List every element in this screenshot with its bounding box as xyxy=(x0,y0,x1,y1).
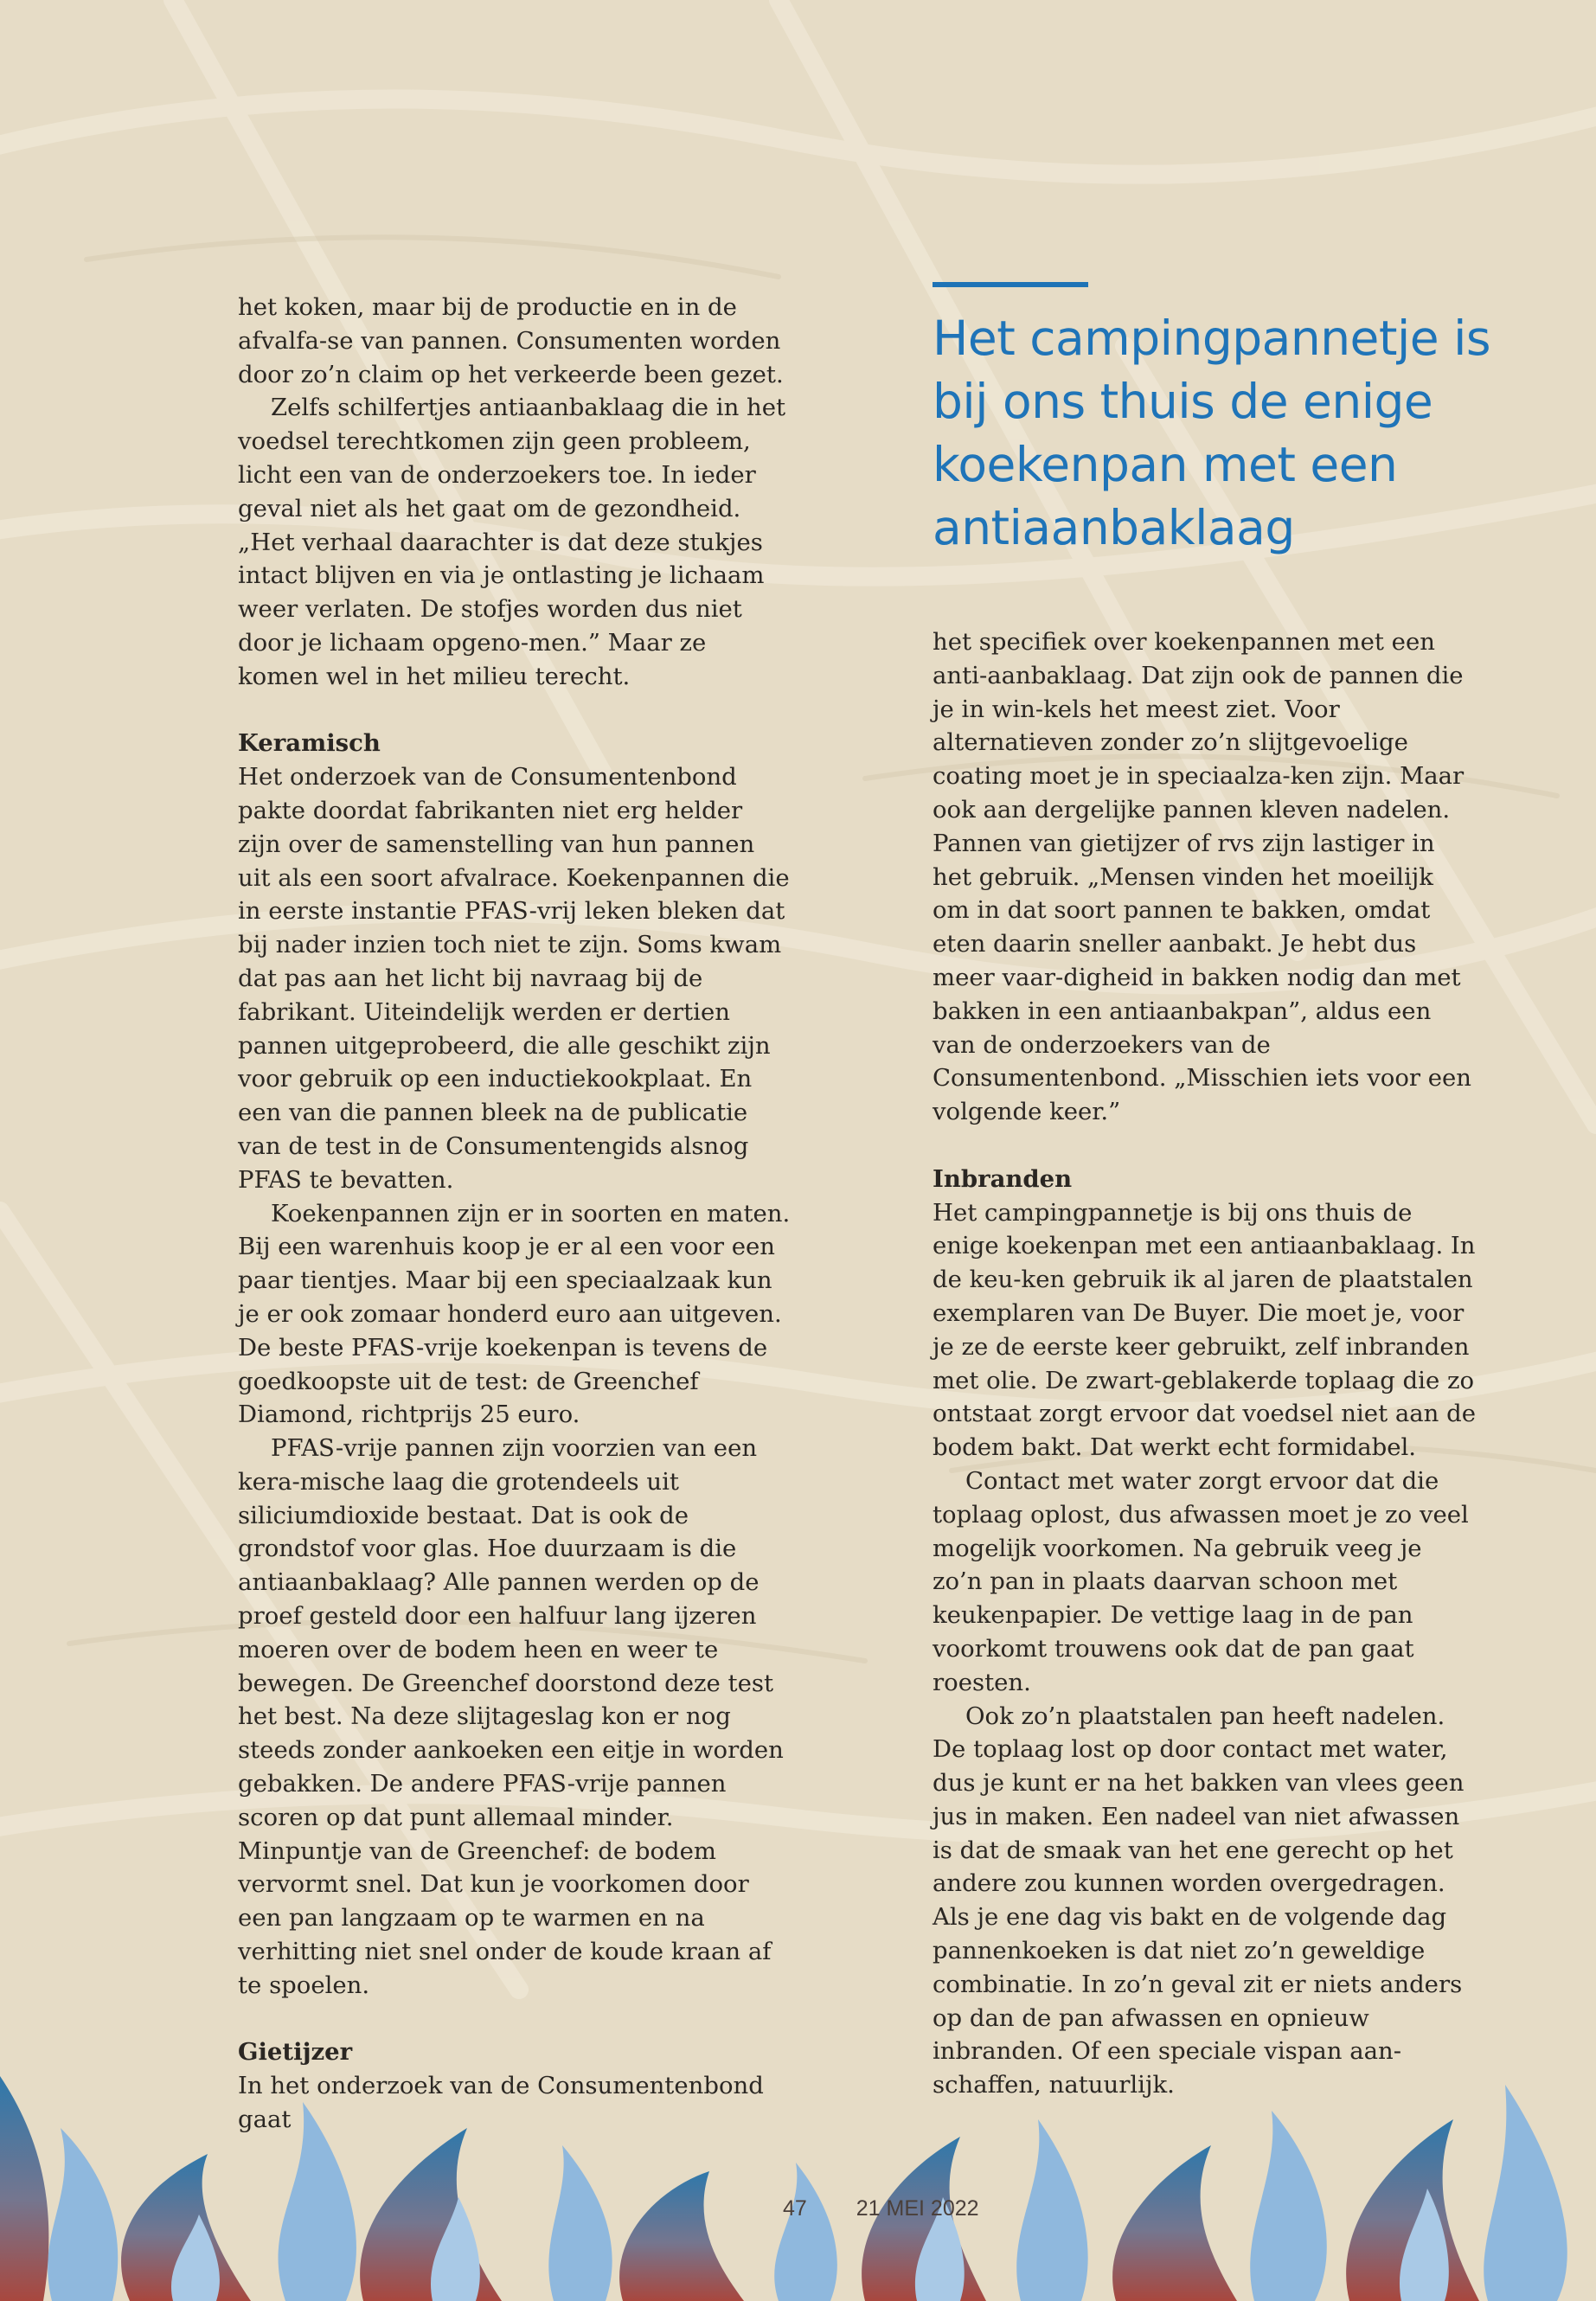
flames-illustration xyxy=(0,2024,1596,2301)
article-column-left xyxy=(238,291,792,2137)
paragraph: Ook zo’n plaatstalen pan heeft nadelen. De toplaag lost op door contact met water, dus je kunt er na het bakken van vlees geen jus in maken. Een nadeel van niet afwassen is dat de smaak van het ene gerecht op het andere zou kunnen worden overgedragen. Als je ene dag vis bakt en de volgende dag pannenkoeken is dat niet zo’n geweldige combinatie. In zo’n geval zit er niets anders op dan de pan afwassen en opnieuw inbranden. Of een speciale vispan aan-schaffen, natuurlijk. xyxy=(933,1702,1465,2099)
paragraph: Koekenpannen zijn er in soorten en maten. Bij een warenhuis koop je er al een voor een paar tientjes. Maar bij een speciaalzaak kun je er ook zomaar honderd euro aan uitgeven. De beste PFAS-vrije koekenpan is tevens de goedkoopste uit de test: de Greenchef Diamond, richtprijs 25 euro. xyxy=(238,1199,791,1429)
paragraph: het koken, maar bij de productie en in de afvalfa-se van pannen. Consumenten worden door zo’n claim op het verkeerde been gezet. xyxy=(238,293,784,388)
paragraph: het specifiek over koekenpannen met een anti-aanbaklaag. Dat zijn ook de pannen die je in win-kels het meest ziet. Voor alternatieven zonder zo’n slijtgevoelige coating moet je in speciaalza-ken zijn. Maar ook aan dergelijke pannen kleven nadelen. Pannen van gietijzer of rvs zijn lastiger in het gebruik. „Mensen vinden het moeilijk om in dat soort pannen te bakken, omdat eten daarin sneller aanbakt. Je hebt dus meer vaar-digheid in bakken nodig dan met bakken in een antiaanbakpan”, aldus een van de onderzoekers van de Consumentenbond. „Misschien iets voor een volgende keer.” xyxy=(933,628,1472,1126)
page-number: 47 xyxy=(783,2196,807,2221)
page-footer xyxy=(783,2196,1022,2221)
paragraph: In het onderzoek van de Consumentenbond gaat xyxy=(238,2072,764,2134)
section-heading-inbranden: Inbranden xyxy=(933,1164,1073,1193)
issue-date: 21 MEI 2022 xyxy=(856,2196,979,2221)
paragraph: Het onderzoek van de Consumentenbond pakte doordat fabrikanten niet erg helder zijn over de samenstelling van hun pannen uit als een soort afvalrace. Koekenpannen die in eerste instantie PFAS-vrij leken bleken dat bij nader inzien toch niet te zijn. Soms kwam dat pas aan het licht bij navraag bij de fabrikant. Uiteindelijk werden er dertien pannen uitgeprobeerd, die alle geschikt zijn voor gebruik op een inductiekookplaat. En een van die pannen bleek na de publicatie van de test in de Consumentengids alsnog PFAS te bevatten. xyxy=(238,763,790,1194)
article-column-right xyxy=(933,625,1477,2102)
paragraph: Contact met water zorgt ervoor dat die toplaag oplost, dus afwassen moet je zo veel mogelijk voorkomen. Na gebruik veeg je zo’n pan in plaats daarvan schoon met keukenpapier. De vettige laag in de pan voorkomt trouwens ook dat de pan gaat roesten. xyxy=(933,1466,1469,1696)
pull-quote-rule xyxy=(933,282,1088,287)
paragraph: PFAS-vrije pannen zijn voorzien van een kera-mische laag die grotendeels uit siliciumdioxide bestaat. Dat is ook de grondstof voor glas. Hoe duurzaam is die antiaanbaklaag? Alle pannen werden op de proef gesteld door een halfuur lang ijzeren moeren over de bodem heen en weer te bewegen. De Greenchef doorstond deze test het best. Na deze slijtageslag kon er nog steeds zonder aankoeken een eitje in worden gebakken. De andere PFAS-vrije pannen scoren op dat punt allemaal minder. Minpuntje van de Greenchef: de bodem vervormt snel. Dat kun je voorkomen door een pan langzaam op te warmen en na verhitting niet snel onder de koude kraan af te spoelen. xyxy=(238,1434,784,1999)
pull-quote: Het campingpannetje is bij ons thuis de enige koekenpan met een antiaanbaklaag xyxy=(933,311,1490,555)
paragraph: Het campingpannetje is bij ons thuis de enige koekenpan met een antiaanbaklaag. In de keu-ken gebruik ik al jaren de plaatstalen exemplaren van De Buyer. Die moet je, voor je ze de eerste keer gebruikt, zelf inbranden met olie. De zwart-geblakerde toplaag die zo ontstaat zorgt ervoor dat voedsel niet aan de bodem bakt. Dat werkt echt formidabel. xyxy=(933,1198,1476,1462)
section-heading-gietijzer: Gietijzer xyxy=(238,2038,353,2067)
paragraph: Zelfs schilfertjes antiaanbaklaag die in het voedsel terechtkomen zijn geen probleem, licht een van de onderzoekers toe. In ieder geval niet als het gaat om de gezondheid. „Het verhaal daarachter is dat deze stukjes intact blijven en via je ontlasting je lichaam weer verlaten. De stofjes worden dus niet door je lichaam opgeno-men.” Maar ze komen wel in het milieu terecht. xyxy=(238,394,786,690)
section-heading-keramisch: Keramisch xyxy=(238,729,381,758)
